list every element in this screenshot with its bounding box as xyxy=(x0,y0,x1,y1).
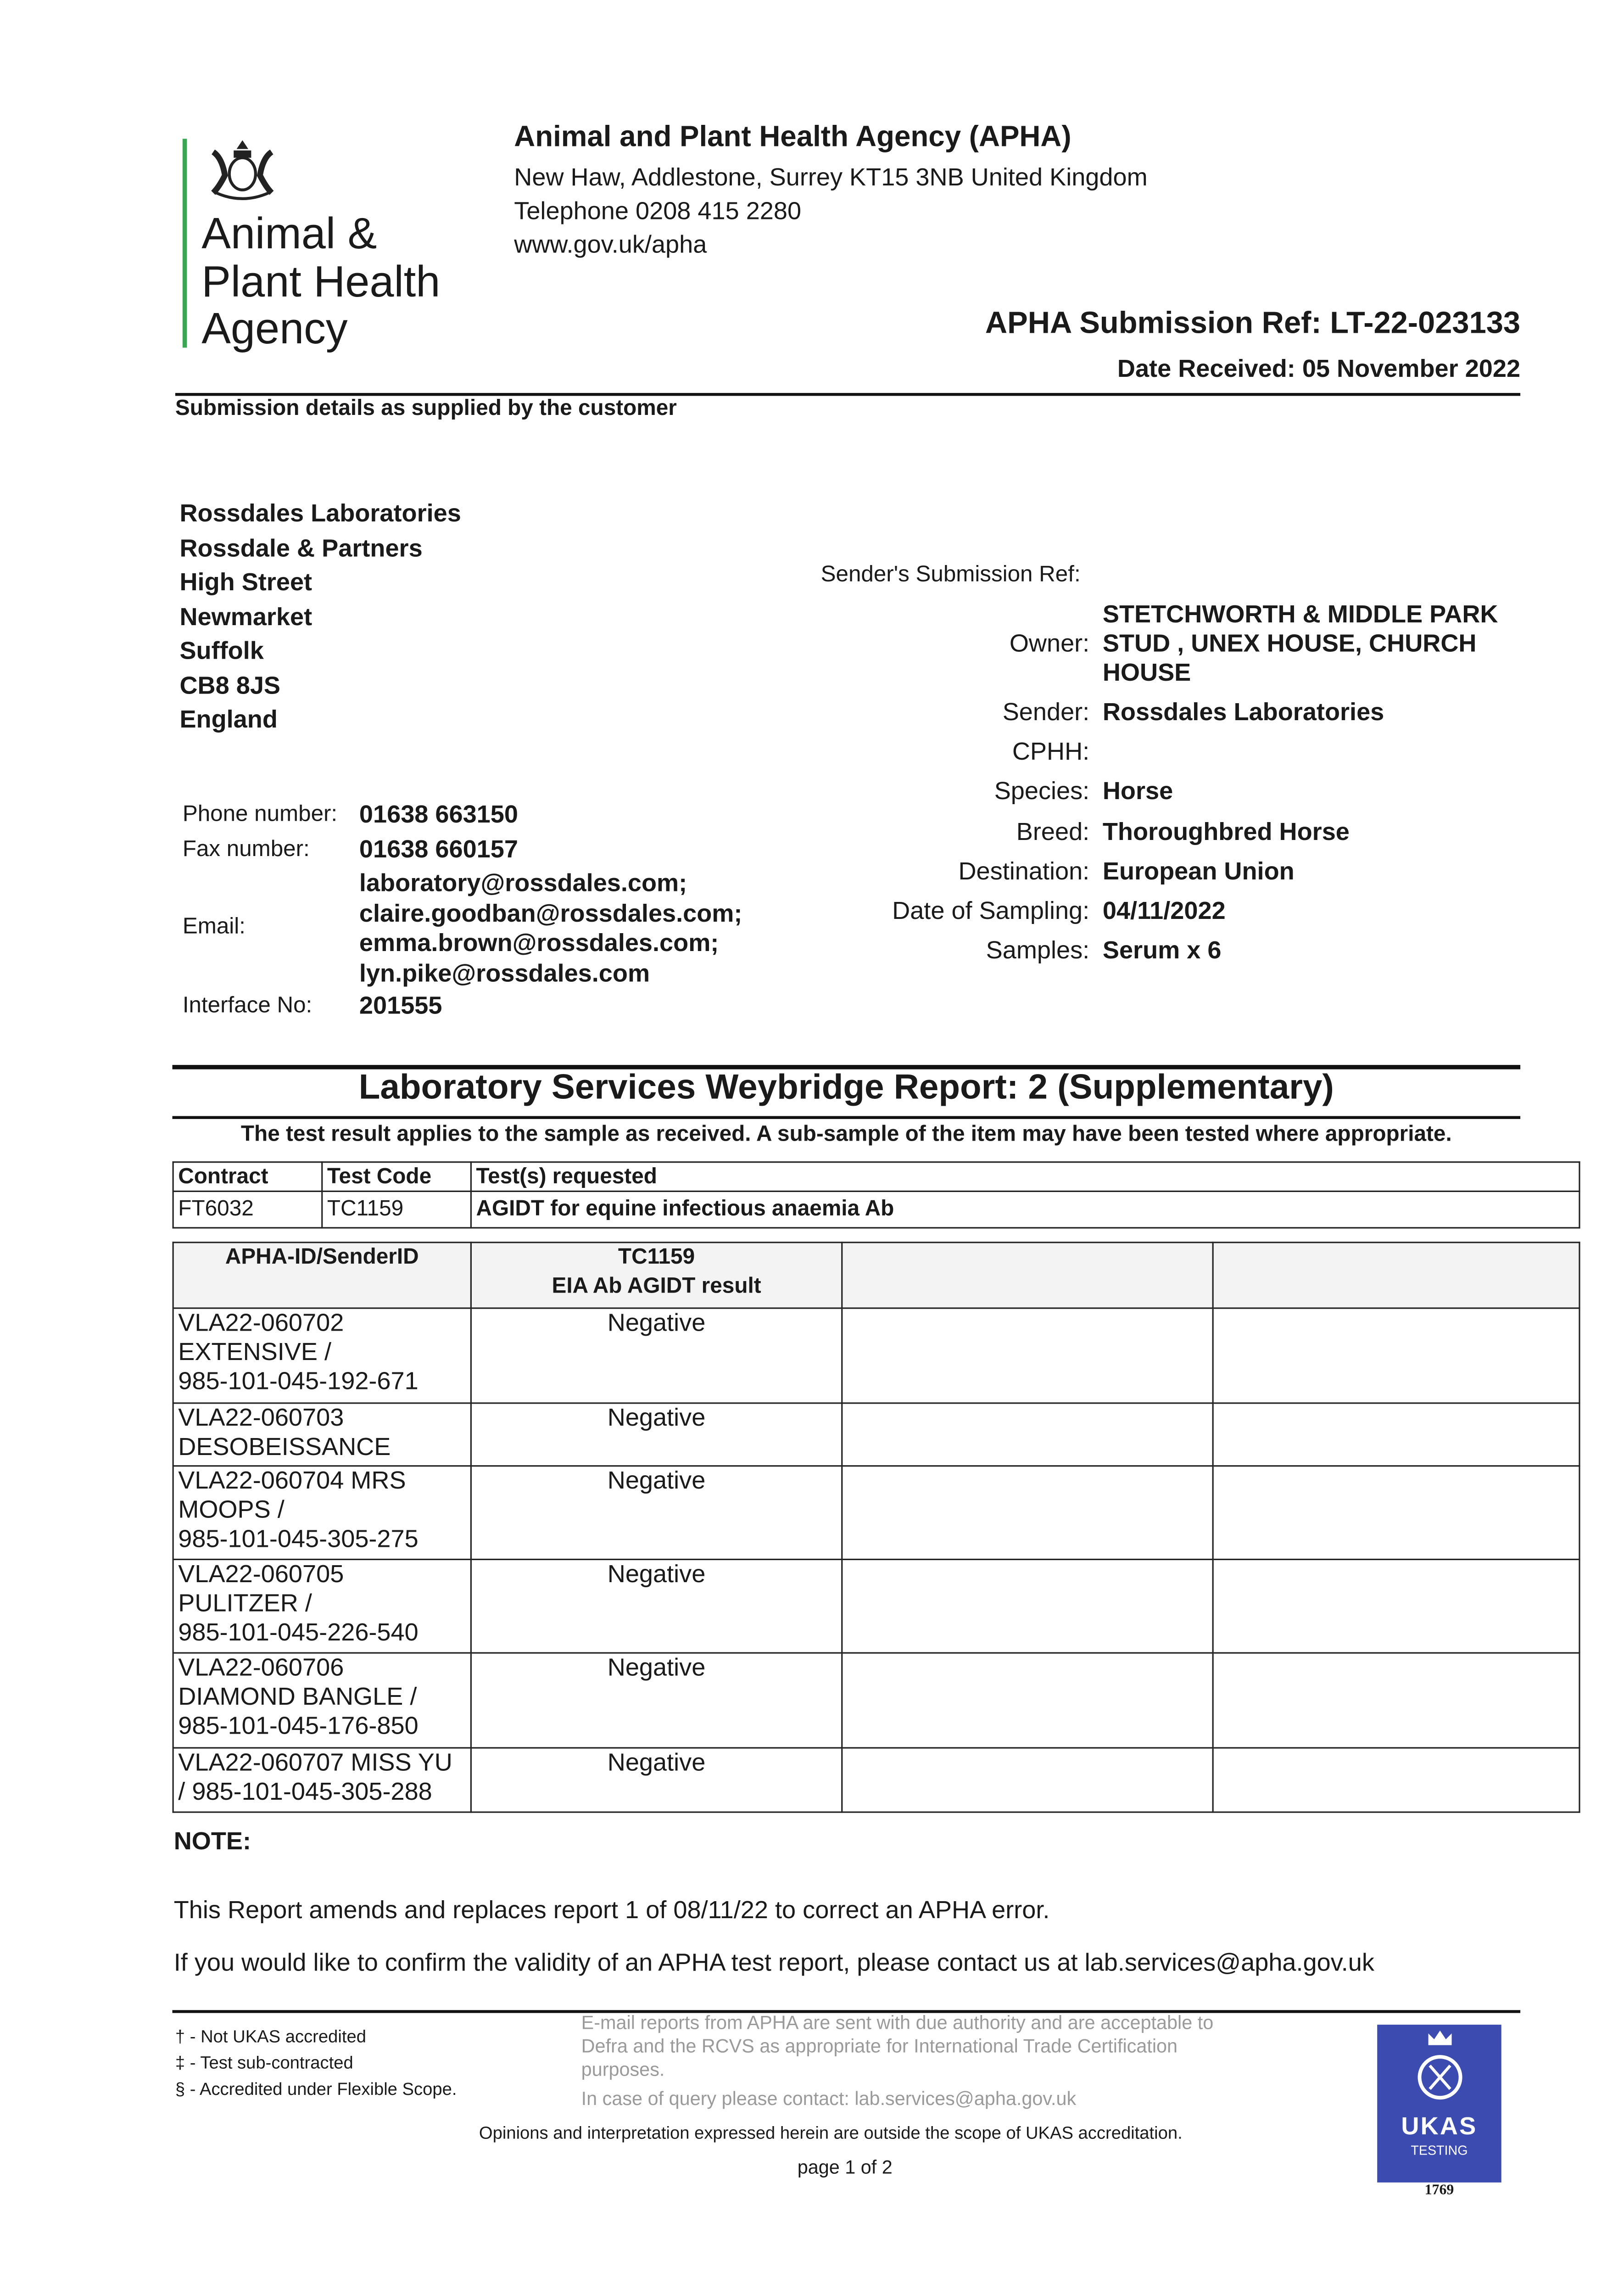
empty-cell xyxy=(842,1559,1213,1653)
interface-label: Interface No: xyxy=(182,993,313,1019)
id-line: 985-101-045-305-275 xyxy=(178,1525,419,1553)
phone-label: Phone number: xyxy=(182,802,338,827)
sample-id-cell xyxy=(173,1653,471,1748)
destination-value: European Union xyxy=(1102,857,1295,885)
test-code-cell: TC1159 xyxy=(322,1191,471,1228)
royal-crest-icon xyxy=(201,137,283,204)
note-validity: If you would like to confirm the validity of an APHA test report, please contact us at lab.services@apha.gov.uk xyxy=(173,1948,1374,1977)
notice-line: Defra and the RCVS as appropriate for International Trade Certification xyxy=(581,2035,1178,2057)
id-line: / 985-101-045-305-288 xyxy=(178,1778,432,1806)
address-line: CB8 8JS xyxy=(179,671,281,699)
empty-cell xyxy=(842,1403,1213,1466)
note-label: NOTE: xyxy=(173,1827,251,1855)
email-list xyxy=(359,869,742,989)
table-row xyxy=(173,1308,1579,1403)
ukas-name: UKAS xyxy=(1401,2112,1478,2140)
empty-cell xyxy=(842,1653,1213,1748)
fax-value: 01638 660157 xyxy=(359,835,518,863)
empty-cell xyxy=(1213,1559,1579,1653)
submission-ref: APHA Submission Ref: LT-22-023133 xyxy=(985,307,1521,341)
address-line: Rossdales Laboratories xyxy=(179,499,461,527)
sampling-date-value: 04/11/2022 xyxy=(1102,897,1226,925)
owner-label: Owner: xyxy=(1009,629,1090,658)
ukas-crown-emblem-icon xyxy=(1410,2027,1468,2106)
agency-website: www.gov.uk/apha xyxy=(514,230,707,259)
address-line: Suffolk xyxy=(179,637,264,665)
sample-id-cell xyxy=(173,1748,471,1812)
header-test-name: EIA Ab AGIDT result xyxy=(552,1274,761,1299)
query-contact: In case of query please contact: lab.services@apha.gov.uk xyxy=(581,2087,1077,2110)
result-cell: Negative xyxy=(471,1653,842,1748)
empty-cell xyxy=(842,1748,1213,1812)
owner-line: STUD , UNEX HOUSE, CHURCH xyxy=(1102,629,1477,658)
email-address: laboratory@rossdales.com; xyxy=(359,869,687,897)
breed-label: Breed: xyxy=(1016,818,1090,846)
samples-value: Serum x 6 xyxy=(1102,936,1222,964)
owner-line: HOUSE xyxy=(1102,659,1191,687)
header-tests-requested: Test(s) requested xyxy=(471,1162,1579,1192)
phone-value: 01638 663150 xyxy=(359,800,518,828)
sender-label: Sender: xyxy=(1002,698,1090,726)
footnotes xyxy=(175,2023,457,2102)
id-line: VLA22-060707 MISS YU xyxy=(178,1748,452,1777)
date-received: Date Received: 05 November 2022 xyxy=(1117,355,1521,383)
id-line: 985-101-045-192-671 xyxy=(178,1367,419,1395)
email-notice xyxy=(581,2011,1214,2110)
note-amendment: This Report amends and replaces report 1 of 08/11/22 to correct an APHA error. xyxy=(173,1896,1050,1924)
destination-label: Destination: xyxy=(958,857,1090,885)
table-row xyxy=(173,1403,1579,1466)
header-result xyxy=(471,1243,842,1308)
header-test-code: Test Code xyxy=(322,1162,471,1192)
id-line: VLA22-060704 MRS xyxy=(178,1467,406,1495)
report-title: Laboratory Services Weybridge Report: 2 (Supplementary) xyxy=(358,1068,1334,1108)
logo-line-2: Plant Health xyxy=(201,258,441,307)
id-line: VLA22-060706 xyxy=(178,1653,344,1682)
table-header-row xyxy=(173,1162,1579,1192)
empty-cell xyxy=(1213,1403,1579,1466)
table-header-row xyxy=(173,1243,1579,1308)
ukas-testing: TESTING xyxy=(1411,2143,1468,2158)
ukas-disclaimer: Opinions and interpretation expressed herein are outside the scope of UKAS accreditation. xyxy=(479,2122,1183,2143)
id-line: DIAMOND BANGLE / xyxy=(178,1683,417,1711)
divider xyxy=(173,1116,1521,1119)
owner-line: STETCHWORTH & MIDDLE PARK xyxy=(1102,600,1498,628)
address-line: Rossdale & Partners xyxy=(179,534,423,562)
header-empty xyxy=(842,1243,1213,1308)
empty-cell xyxy=(1213,1466,1579,1560)
notice-line: E-mail reports from APHA are sent with due authority and are acceptable to xyxy=(581,2011,1214,2034)
sample-id-cell xyxy=(173,1403,471,1466)
result-cell: Negative xyxy=(471,1748,842,1812)
empty-cell xyxy=(1213,1748,1579,1812)
id-line: 985-101-045-176-850 xyxy=(178,1712,419,1740)
sampling-date-label: Date of Sampling: xyxy=(892,897,1090,925)
interface-value: 201555 xyxy=(359,991,442,1020)
email-address: emma.brown@rossdales.com; xyxy=(359,929,719,957)
test-name-cell: AGIDT for equine infectious anaemia Ab xyxy=(471,1191,1579,1228)
id-line: MOOPS / xyxy=(178,1495,285,1524)
tests-table xyxy=(173,1161,1580,1228)
contract-cell: FT6032 xyxy=(173,1191,322,1228)
agency-name: Animal and Plant Health Agency (APHA) xyxy=(514,121,1072,154)
sample-id-cell xyxy=(173,1559,471,1653)
footnote: † - Not UKAS accredited xyxy=(175,2026,366,2047)
empty-cell xyxy=(1213,1308,1579,1403)
empty-cell xyxy=(1213,1653,1579,1748)
result-cell: Negative xyxy=(471,1466,842,1560)
header-test-code: TC1159 xyxy=(618,1244,695,1270)
footnote: § - Accredited under Flexible Scope. xyxy=(175,2078,457,2099)
header-empty xyxy=(1213,1243,1579,1308)
header-contract: Contract xyxy=(173,1162,322,1192)
sample-id-cell xyxy=(173,1308,471,1403)
species-value: Horse xyxy=(1102,777,1173,805)
page-number: page 1 of 2 xyxy=(797,2156,893,2178)
table-row xyxy=(173,1466,1579,1560)
id-line: EXTENSIVE / xyxy=(178,1338,332,1366)
empty-cell xyxy=(842,1466,1213,1560)
footnote: ‡ - Test sub-contracted xyxy=(175,2052,353,2073)
address-line: England xyxy=(179,705,278,733)
email-address: lyn.pike@rossdales.com xyxy=(359,959,650,987)
address-line: High Street xyxy=(179,568,313,596)
table-row xyxy=(173,1653,1579,1748)
address-line: Newmarket xyxy=(179,602,313,631)
logo-line-1: Animal & xyxy=(201,210,377,259)
empty-cell xyxy=(842,1308,1213,1403)
id-line: 985-101-045-226-540 xyxy=(178,1618,419,1646)
result-cell: Negative xyxy=(471,1559,842,1653)
results-table xyxy=(173,1242,1580,1813)
id-line: VLA22-060703 xyxy=(178,1404,344,1432)
customer-address xyxy=(179,497,461,737)
ukas-logo xyxy=(1377,2025,1501,2183)
species-label: Species: xyxy=(994,777,1090,805)
email-address: claire.goodban@rossdales.com; xyxy=(359,899,742,927)
header-apha-id: APHA-ID/SenderID xyxy=(173,1243,471,1308)
submission-heading: Submission details as supplied by the customer xyxy=(175,396,677,421)
id-line: VLA22-060705 xyxy=(178,1560,344,1588)
id-line: VLA22-060702 xyxy=(178,1309,344,1337)
agency-address: New Haw, Addlestone, Surrey KT15 3NB United Kingdom xyxy=(514,163,1148,191)
logo-line-3: Agency xyxy=(201,305,348,354)
ukas-number: 1769 xyxy=(1424,2182,1454,2199)
id-line: PULITZER / xyxy=(178,1589,312,1618)
table-row xyxy=(173,1559,1579,1653)
id-line: DESOBEISSANCE xyxy=(178,1433,391,1461)
sample-id-cell xyxy=(173,1466,471,1560)
logo-green-bar xyxy=(183,139,187,347)
table-row xyxy=(173,1191,1579,1228)
table-row xyxy=(173,1748,1579,1812)
cphh-label: CPHH: xyxy=(1012,738,1090,766)
result-cell: Negative xyxy=(471,1403,842,1466)
report-subtitle: The test result applies to the sample as received. A sub-sample of the item may have been tested where appropriate. xyxy=(240,1122,1452,1147)
owner-value xyxy=(1103,600,1498,688)
agency-phone: Telephone 0208 415 2280 xyxy=(514,197,802,225)
result-cell: Negative xyxy=(471,1308,842,1403)
samples-label: Samples: xyxy=(986,936,1090,964)
email-label: Email: xyxy=(182,914,246,940)
fax-label: Fax number: xyxy=(182,837,310,862)
breed-value: Thoroughbred Horse xyxy=(1102,818,1350,846)
notice-line: purposes. xyxy=(581,2058,665,2081)
sender-ref-label: Sender's Submission Ref: xyxy=(820,562,1081,588)
sender-value: Rossdales Laboratories xyxy=(1102,698,1384,726)
